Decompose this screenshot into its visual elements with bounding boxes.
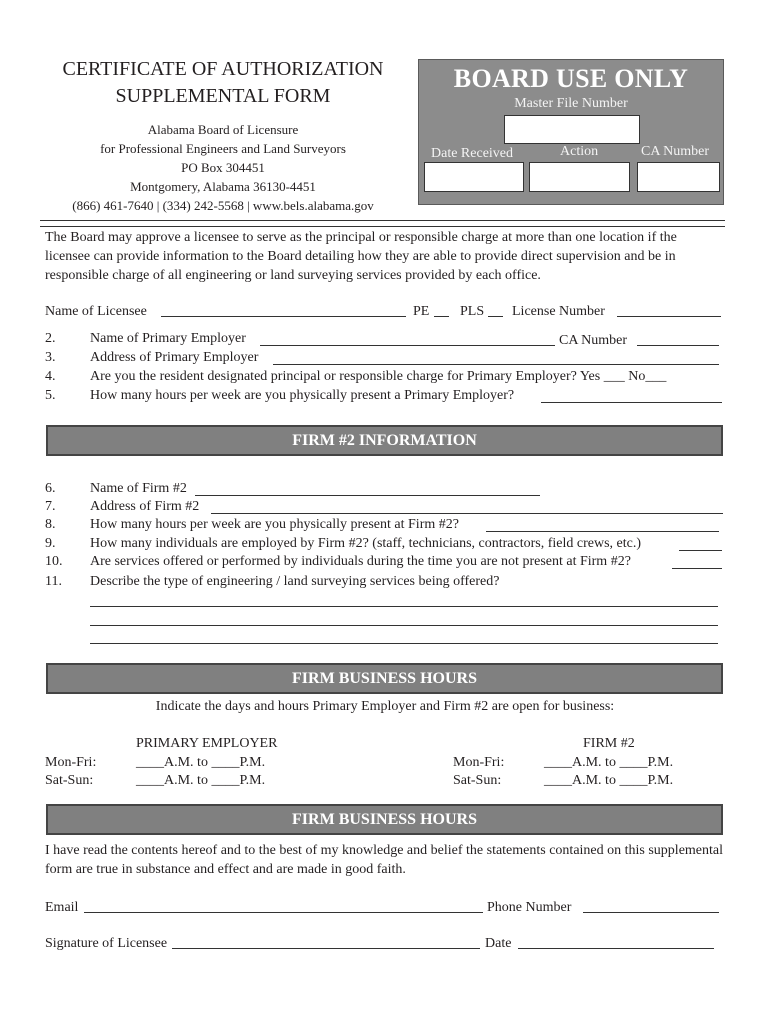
primary-mon-fri-hours[interactable]: ____A.M. to ____P.M. [136,755,266,770]
question-number: 5. [45,388,56,403]
question-firm2-name: Name of Firm #2 [90,481,187,496]
master-file-field[interactable] [504,115,640,144]
question-individuals-employed: How many individuals are employed by Firm #2? (staff, technicians, contractors, field crews, etc.) [90,536,642,551]
primary-employer-name-field[interactable] [260,345,555,346]
question-number: 2. [45,331,56,346]
pe-field[interactable] [434,316,449,317]
firm2-label: FIRM #2 [583,736,635,751]
primary-employer-address-field[interactable] [273,364,719,365]
intro-paragraph: The Board may approve a licensee to serve as the principal or responsible charge at more than one location if the licensee can provide information to the Board detailing how they are able to provide direct supervision and be in responsible charge of all engineering or land surveying services provided by each office. [45,230,677,283]
signature-field[interactable] [172,948,480,949]
pls-label: PLS [460,304,485,319]
mon-fri-label: Mon-Fri: [45,755,97,770]
sat-sun-label: Sat-Sun: [45,773,94,788]
question-number: 6. [45,481,56,496]
master-file-label: Master File Number [514,96,628,111]
sat-sun-label: Sat-Sun: [453,773,502,788]
question-hours-primary: How many hours per week are you physically present a Primary Employer? [90,388,515,403]
question-number: 8. [45,517,56,532]
pls-field[interactable] [488,316,503,317]
address-line: Alabama Board of Licensure [147,122,299,137]
email-field[interactable] [84,912,483,913]
title-line-1: CERTIFICATE OF AUTHORIZATION [62,58,384,80]
section-attestation-header: FIRM BUSINESS HOURS [46,804,723,835]
name-of-licensee-label: Name of Licensee [45,304,147,319]
individuals-employed-field[interactable] [679,550,722,551]
board-use-only-panel [418,59,724,205]
services-description-line[interactable] [90,606,718,607]
date-field[interactable] [518,948,714,949]
question-primary-employer-name: Name of Primary Employer [90,331,246,346]
action-label: Action [560,144,599,159]
services-not-present-field[interactable] [672,568,722,569]
license-number-field[interactable] [617,316,721,317]
firm2-mon-fri-hours[interactable]: ____A.M. to ____P.M. [544,755,674,770]
form-title [40,56,406,110]
question-resident-principal: Are you the resident designated principal or responsible charge for Primary Employer? Yes ___ No___ [90,369,667,384]
firm2-sat-sun-hours[interactable]: ____A.M. to ____P.M. [544,773,674,788]
section-firm2-header: FIRM #2 INFORMATION [46,425,723,456]
question-primary-employer-address: Address of Primary Employer [90,350,259,365]
title-line-2: SUPPLEMENTAL FORM [115,85,331,107]
ca-number-label: CA Number [641,144,710,159]
hours-primary-field[interactable] [541,402,722,403]
question-services-description: Describe the type of engineering / land surveying services being offered? [90,574,500,589]
section-business-hours-header: FIRM BUSINESS HOURS [46,663,723,694]
hours-firm2-field[interactable] [486,531,719,532]
address-line: for Professional Engineers and Land Surveyors [100,141,346,156]
question-firm2-address: Address of Firm #2 [90,499,200,514]
address-line: (866) 461-7640 | (334) 242-5568 | www.bels.alabama.gov [72,198,374,213]
board-address [40,120,406,215]
ca-number-field[interactable] [637,162,720,192]
question-hours-firm2: How many hours per week are you physically present at Firm #2? [90,517,459,532]
board-use-title: BOARD USE ONLY [453,64,689,93]
question-number: 10. [45,554,63,569]
question-number: 11. [45,574,62,589]
question-number: 4. [45,369,56,384]
pe-label: PE [413,304,430,319]
date-received-field[interactable] [424,162,524,192]
action-field[interactable] [529,162,630,192]
mon-fri-label: Mon-Fri: [453,755,505,770]
attestation-paragraph: I have read the contents hereof and to the best of my knowledge and belief the statements contained on this supplemental form are true in substance and effect and are made in good faith. [45,843,724,877]
question-number: 3. [45,350,56,365]
question-services-not-present: Are services offered or performed by individuals during the time you are not present at Firm #2? [90,554,631,569]
address-line: Montgomery, Alabama 36130-4451 [130,179,316,194]
firm2-name-field[interactable] [195,495,540,496]
hours-instructions: Indicate the days and hours Primary Employer and Firm #2 are open for business: [155,699,615,714]
signature-label: Signature of Licensee [45,936,168,951]
question-number: 7. [45,499,56,514]
phone-number-field[interactable] [583,912,719,913]
primary-employer-label: PRIMARY EMPLOYER [136,736,278,751]
licensee-name-field[interactable] [161,316,406,317]
date-label: Date [485,936,512,951]
address-line: PO Box 304451 [181,160,265,175]
firm2-address-field[interactable] [211,513,723,514]
phone-number-label: Phone Number [487,900,572,915]
email-label: Email [45,900,79,915]
question-number: 9. [45,536,56,551]
services-description-line[interactable] [90,625,718,626]
header-divider [40,220,725,227]
date-received-label: Date Received [431,146,514,161]
primary-employer-ca-field[interactable] [637,345,719,346]
primary-sat-sun-hours[interactable]: ____A.M. to ____P.M. [136,773,266,788]
ca-number-label: CA Number [559,333,628,348]
license-number-label: License Number [512,304,605,319]
services-description-line[interactable] [90,643,718,644]
